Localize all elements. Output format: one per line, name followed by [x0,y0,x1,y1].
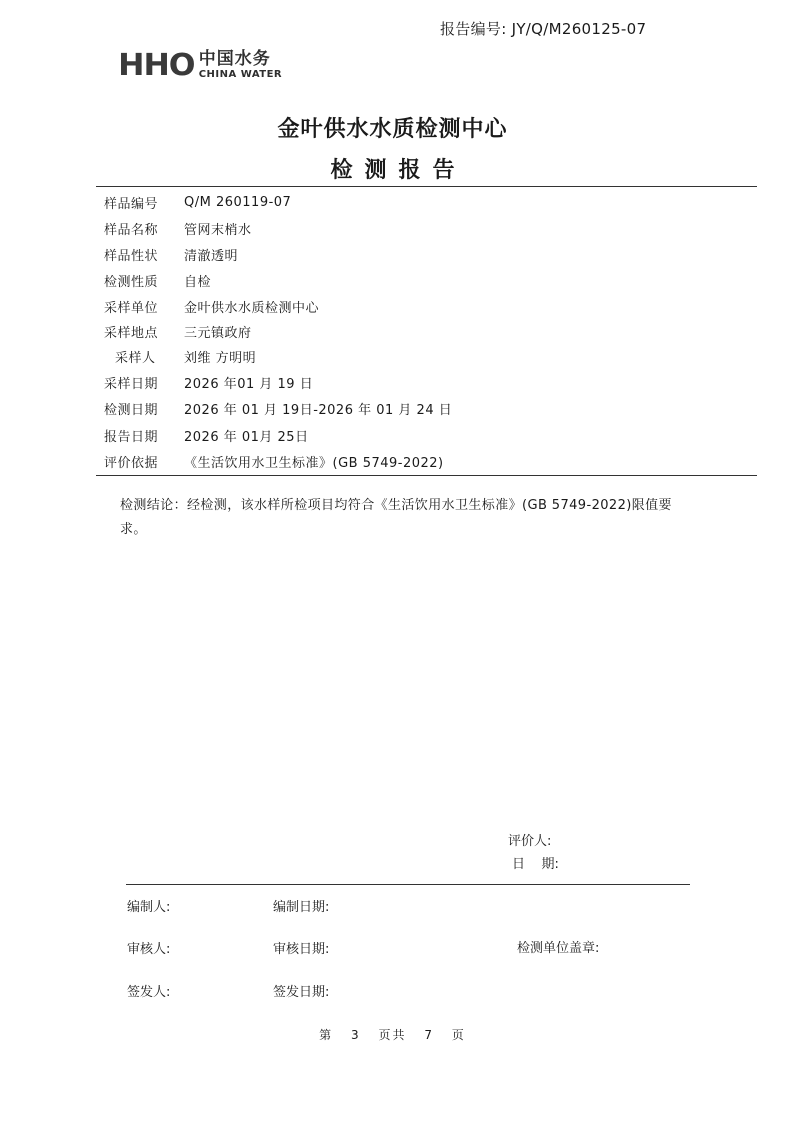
seal-label: 检测单位盖章: [517,941,600,956]
compiler-label: 编制人: [127,900,171,915]
info-value: 管网末梢水 [184,222,252,238]
info-value: 2026 年 01月 25日 [184,429,309,445]
info-row-sampler [104,346,256,366]
page-suffix: 页 [451,1028,466,1042]
info-label: 采样单位 [104,300,159,316]
info-value: 金叶供水水质检测中心 [184,300,320,316]
info-value: 2026 年01 月 19 日 [184,376,314,392]
info-label: 样品编号 [104,196,159,212]
china-water-logo [120,48,282,83]
info-row-sampling-unit [104,296,319,316]
info-value: Q/M 260119-07 [184,194,292,210]
page-middle: 页共 [378,1028,407,1042]
info-value: 三元镇政府 [184,325,252,341]
info-row-sampling-site [104,321,252,341]
info-label: 样品名称 [104,222,159,238]
review-date-label: 审核日期: [273,942,330,957]
report-number: 报告编号: JY/Q/M260125-07 [440,20,647,38]
info-value: 刘维 方明明 [184,350,257,366]
compile-date-label: 编制日期: [273,900,330,915]
reviewer-label: 审核人: [127,942,171,957]
info-row-sample-no [104,192,291,212]
info-label: 样品性状 [104,248,159,264]
info-label: 报告日期 [104,429,159,445]
logo-text [199,51,282,80]
info-row-sample-name [104,218,252,238]
info-row-report-date [104,425,309,445]
info-row-evaluation-basis [104,451,444,471]
issue-date-label: 签发日期: [273,985,330,1000]
logo-en-text: CHINA WATER [198,69,283,80]
info-label: 采样人 [115,350,156,366]
info-row-test-date [104,398,452,418]
page-current: 3 [351,1028,361,1042]
signature-rule [126,884,690,885]
issuer-label: 签发人: [127,985,171,1000]
top-rule [96,186,757,187]
info-label: 采样地点 [104,325,159,341]
logo-mark: HHO [118,48,195,83]
page-total: 7 [424,1028,434,1042]
page-prefix: 第 [319,1028,334,1042]
conclusion-text: 检测结论：经检测，该水样所检项目均符合《生活饮用水卫生标准》(GB 5749-2022)限值要求。 [120,498,672,537]
info-label: 检测日期 [104,402,159,418]
info-value: 《生活饮用水卫生标准》(GB 5749-2022) [184,455,444,471]
info-row-sample-state [104,244,238,264]
info-value: 2026 年 01 月 19日-2026 年 01 月 24 日 [184,402,453,418]
info-label: 评价依据 [104,455,159,471]
info-value: 自检 [184,274,212,290]
logo-cn-text: 中国水务 [198,49,271,69]
info-value: 清澈透明 [184,248,239,264]
page-footer [0,1026,785,1043]
info-bottom-rule [96,475,757,476]
info-label: 采样日期 [104,376,159,392]
doc-title: 检测报告 [330,158,467,183]
evaluator-label: 评价人: [508,834,552,849]
info-label: 检测性质 [104,274,159,290]
evaluator-date-label: 日 期: [512,857,559,872]
org-title: 金叶供水水质检测中心 [277,117,508,142]
info-row-test-nature [104,270,211,290]
info-row-sampling-date [104,372,313,392]
